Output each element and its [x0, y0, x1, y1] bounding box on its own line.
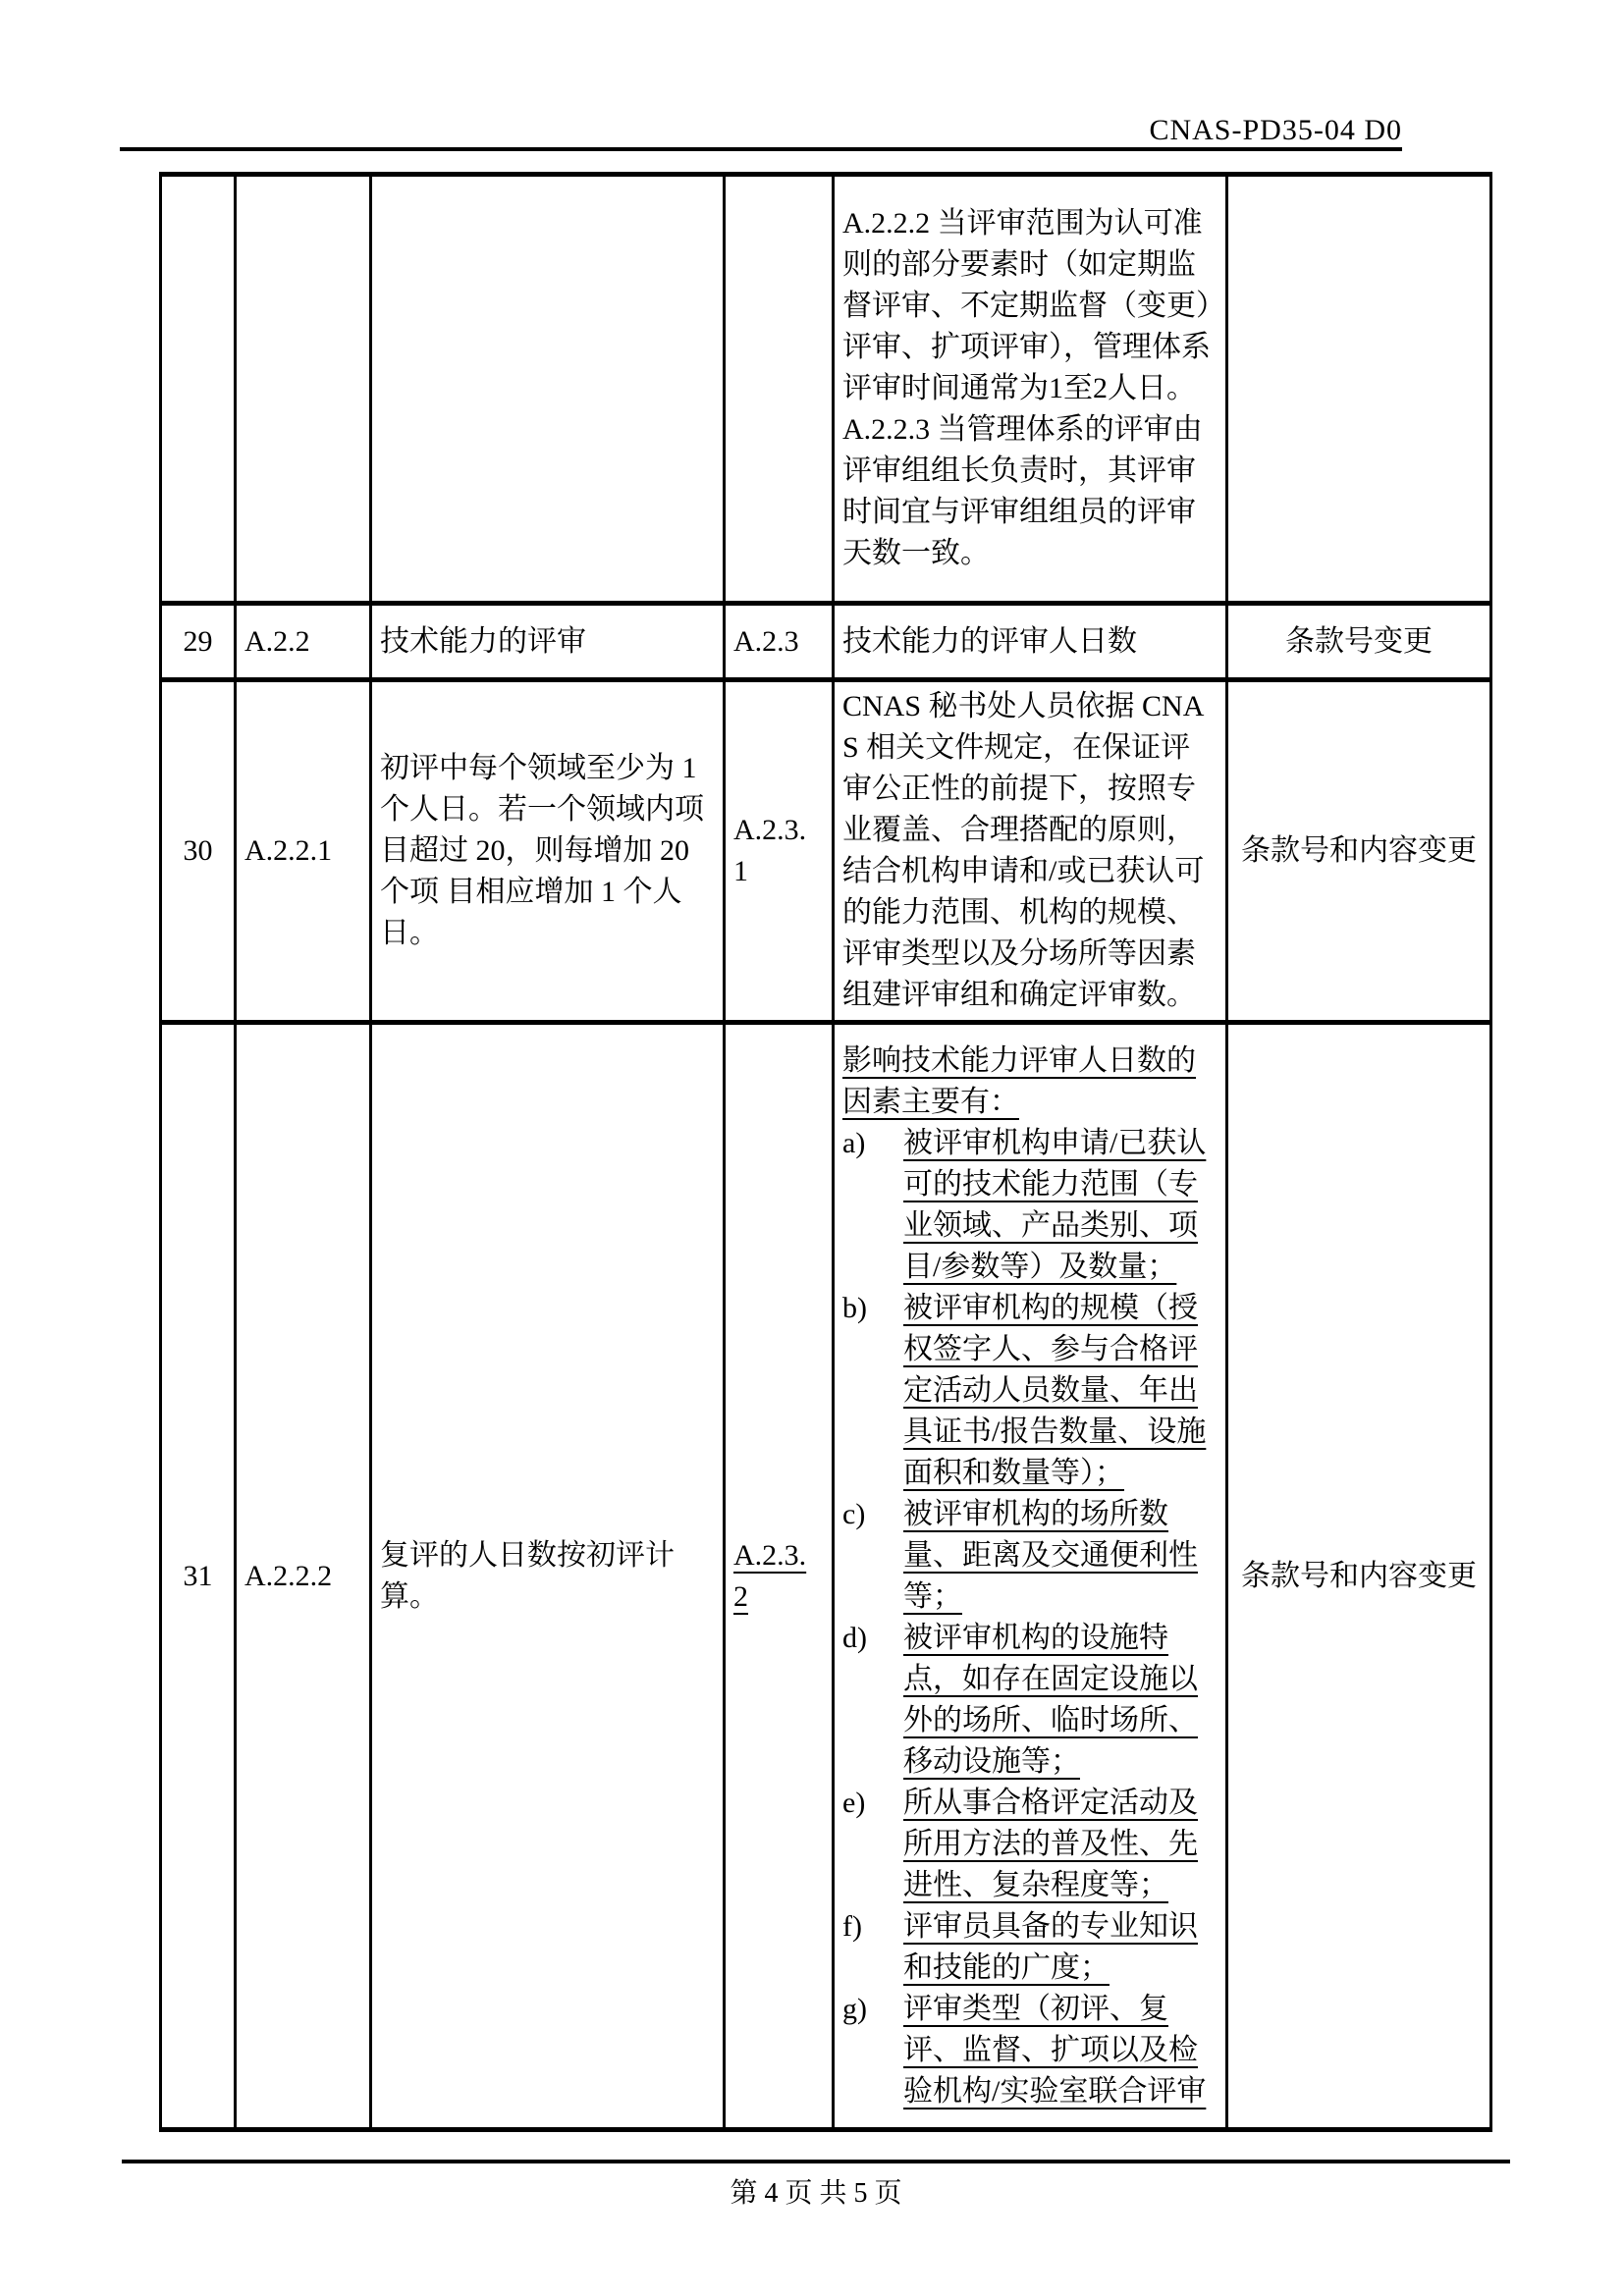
- cell-old-text: 复评的人日数按初评计算。: [371, 1023, 725, 2130]
- header-rule: [120, 147, 1402, 151]
- cell-change-type: 条款号和内容变更: [1227, 1023, 1491, 2130]
- list-item-text: 被评审机构的设施特点，如存在固定设施以外的场所、临时场所、移动设施等；: [903, 1621, 1198, 1778]
- cell-new-clause: [725, 175, 834, 604]
- cell-new-text: [834, 175, 1227, 604]
- table-row-30: [161, 680, 1491, 1023]
- list-item-letter: f): [842, 1909, 862, 1943]
- list-item: [842, 1906, 1218, 1989]
- cell-new-clause: A.2.3: [725, 604, 834, 680]
- cell-new-text: [834, 1023, 1227, 2130]
- new-clause-line: A.2.3.: [733, 1538, 807, 1572]
- cell-old-clause: A.2.2.1: [236, 680, 371, 1023]
- cell-row-number: 30: [161, 680, 236, 1023]
- list-item: [842, 1494, 1218, 1618]
- table-row-29: [161, 604, 1491, 680]
- cell-old-text: [371, 175, 725, 604]
- list-item-text: 评审类型（初评、复评、监督、扩项以及检验机构/实验室联合评审: [903, 1992, 1207, 2108]
- list-item: [842, 1123, 1218, 1288]
- cell-old-clause: A.2.2: [236, 604, 371, 680]
- list-item-letter: e): [842, 1786, 866, 1819]
- cell-change-type: 条款号变更: [1227, 604, 1491, 680]
- list-item-text: 被评审机构的场所数量、距离及交通便利性等；: [903, 1497, 1198, 1613]
- cell-new-clause: [725, 1023, 834, 2130]
- cell-row-number: [161, 175, 236, 604]
- list-item: [842, 1288, 1218, 1494]
- list-intro: 影响技术能力评审人日数的因素主要有：: [842, 1043, 1196, 1118]
- list-item-text: 评审员具备的专业知识和技能的广度；: [903, 1909, 1198, 1984]
- new-clause-line: 2: [733, 1579, 748, 1613]
- list-item-text: 所从事合格评定活动及所用方法的普及性、先进性、复杂程度等；: [903, 1786, 1198, 1901]
- list-item-letter: a): [842, 1126, 866, 1159]
- paragraph: A.2.2.2 当评审范围为认可准则的部分要素时（如定期监督评审、不定期监督（变更）评审、扩项评审），管理体系评审时间通常为1至2人日。: [842, 207, 1211, 404]
- table-row-31: [161, 1023, 1491, 2130]
- list-item-text: 被评审机构的规模（授权签字人、参与合格评定活动人员数量、年出具证书/报告数量、设施面积和数量等）；: [903, 1291, 1207, 1489]
- list-item-text: 被评审机构申请/已获认可的技术能力范围（专业领域、产品类别、项目/参数等）及数量；: [903, 1126, 1207, 1283]
- cell-change-type: 条款号和内容变更: [1227, 680, 1491, 1023]
- doc-code: CNAS-PD35-04 D0: [1149, 114, 1402, 146]
- cell-new-clause: [725, 680, 834, 1023]
- cell-new-text: CNAS 秘书处人员依据 CNAS 相关文件规定，在保证评审公正性的前提下，按照专业覆盖、合理搭配的原则，结合机构申请和/或已获认可的能力范围、机构的规模、评审类型以及分场所等因素组建评审组和确定评审数。: [834, 680, 1227, 1023]
- list-item-letter: g): [842, 1992, 867, 2025]
- cell-change-type: [1227, 175, 1491, 604]
- page-number-label: 第 4 页 共 5 页: [730, 2178, 902, 2209]
- list-item-letter: c): [842, 1497, 866, 1530]
- paragraph: A.2.2.3 当管理体系的评审由评审组组长负责时，其评审时间宜与评审组组员的评审天数一致。: [842, 413, 1203, 569]
- revision-table: [159, 172, 1492, 2132]
- list-item: [842, 1783, 1218, 1906]
- footer-rule: [122, 2160, 1510, 2163]
- list-item-letter: b): [842, 1291, 867, 1324]
- list-item: [842, 1618, 1218, 1783]
- list-item: [842, 1989, 1218, 2112]
- cell-row-number: 29: [161, 604, 236, 680]
- cell-old-text: 技术能力的评审: [371, 604, 725, 680]
- cell-old-clause: A.2.2.2: [236, 1023, 371, 2130]
- new-clause-line: 1: [733, 855, 748, 887]
- list-item-letter: d): [842, 1621, 867, 1654]
- cell-new-text: 技术能力的评审人日数: [834, 604, 1227, 680]
- table-row-continuation: [161, 175, 1491, 604]
- cell-old-clause: [236, 175, 371, 604]
- new-clause-line: A.2.3.: [733, 814, 807, 846]
- cell-old-text: 初评中每个领域至少为 1 个人日。若一个领域内项目超过 20，则每增加 20 个项 目相应增加 1 个人日。: [371, 680, 725, 1023]
- cell-row-number: 31: [161, 1023, 236, 2130]
